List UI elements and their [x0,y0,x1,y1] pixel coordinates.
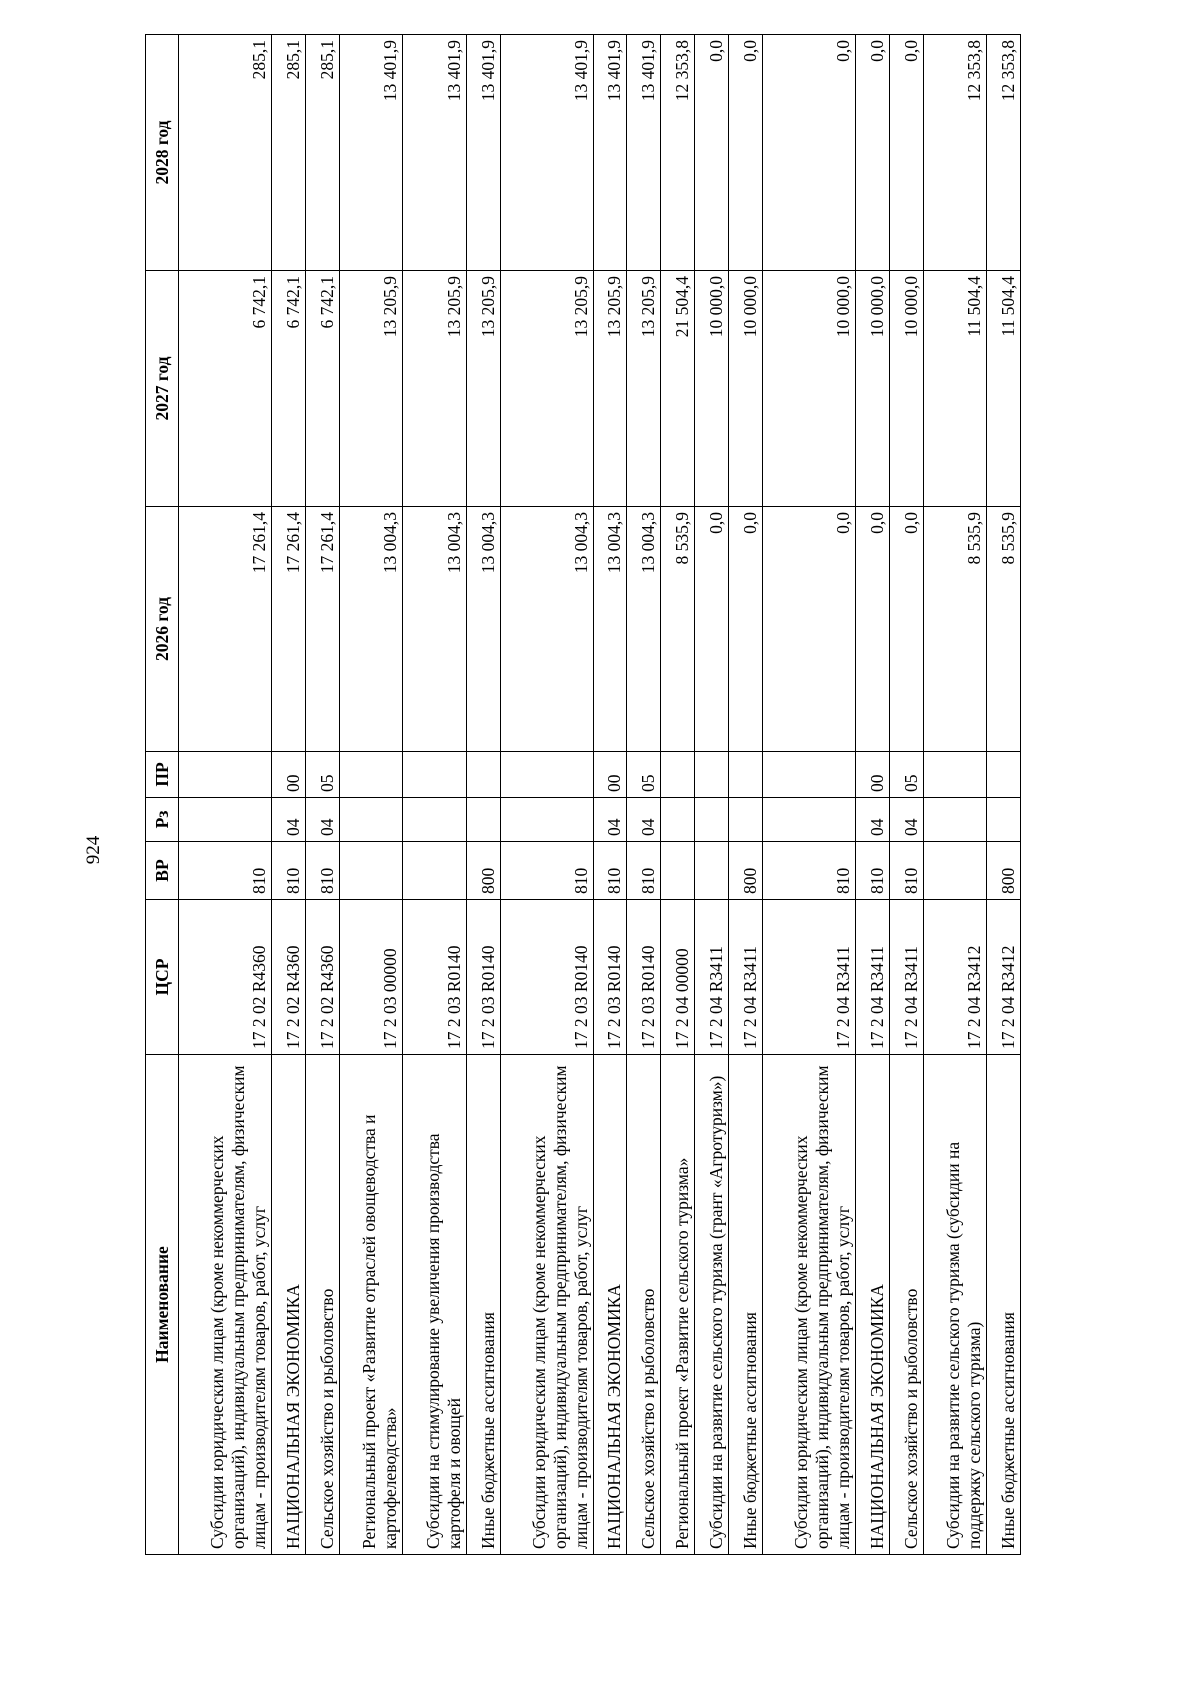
cell-csr: 17 2 02 R4360 [179,900,272,1055]
cell-csr: 17 2 03 R0140 [466,900,500,1055]
table-row [272,35,306,1555]
cell-rz [339,798,402,842]
cell-name: Субсидии на развитие сельского туризма (субсидии на поддержку сельского туризма) [923,1055,986,1555]
cell-y2026: 13 004,3 [627,507,661,752]
cell-y2028: 12 353,8 [923,35,986,271]
cell-vr: 810 [305,842,339,900]
cell-y2026: 13 004,3 [593,507,627,752]
cell-name: Сельское хозяйство и рыболовство [627,1055,661,1555]
cell-csr: 17 2 03 00000 [339,900,402,1055]
table-row [179,35,272,1555]
cell-name: Сельское хозяйство и рыболовство [889,1055,923,1555]
table-row [987,35,1021,1555]
cell-name: Региональный проект «Развитие сельского туризма» [661,1055,695,1555]
cell-rz [403,798,466,842]
cell-vr [695,842,729,900]
cell-name: Субсидии юридическим лицам (кроме некоммерческих организаций), индивидуальным предпринимателям, физическим лицам - производителям товаров, работ, услуг [762,1055,855,1555]
cell-rz: 04 [272,798,306,842]
table-row [923,35,986,1555]
cell-pr [695,752,729,798]
table-row [762,35,855,1555]
cell-y2027: 10 000,0 [695,271,729,507]
cell-csr: 17 2 03 R0140 [403,900,466,1055]
cell-y2026: 0,0 [728,507,762,752]
cell-rz [695,798,729,842]
table-row [466,35,500,1555]
table-row [339,35,402,1555]
cell-rz: 04 [889,798,923,842]
cell-pr: 00 [593,752,627,798]
cell-y2026: 8 535,9 [987,507,1021,752]
cell-vr: 800 [466,842,500,900]
cell-y2026: 13 004,3 [466,507,500,752]
cell-y2026: 17 261,4 [179,507,272,752]
table-row [889,35,923,1555]
cell-y2027: 21 504,4 [661,271,695,507]
cell-y2027: 10 000,0 [889,271,923,507]
cell-csr: 17 2 04 R3412 [987,900,1021,1055]
header-name: Наименование [146,1055,179,1555]
table-header-row [146,35,179,1555]
cell-y2026: 17 261,4 [272,507,306,752]
cell-y2027: 10 000,0 [728,271,762,507]
cell-rz: 04 [627,798,661,842]
cell-name: НАЦИОНАЛЬНАЯ ЭКОНОМИКА [593,1055,627,1555]
cell-y2028: 0,0 [889,35,923,271]
cell-y2028: 0,0 [762,35,855,271]
cell-csr: 17 2 04 R3412 [923,900,986,1055]
budget-table [145,34,1021,1555]
table-row [855,35,889,1555]
cell-y2026: 0,0 [855,507,889,752]
cell-y2028: 13 401,9 [339,35,402,271]
cell-pr [466,752,500,798]
cell-y2026: 8 535,9 [923,507,986,752]
cell-rz [987,798,1021,842]
cell-y2027: 13 205,9 [593,271,627,507]
table-body [179,35,1021,1555]
cell-name: НАЦИОНАЛЬНАЯ ЭКОНОМИКА [272,1055,306,1555]
cell-vr [339,842,402,900]
header-vr: ВР [146,842,179,900]
cell-vr: 810 [889,842,923,900]
cell-csr: 17 2 04 R3411 [695,900,729,1055]
cell-vr: 800 [728,842,762,900]
table-row [728,35,762,1555]
cell-csr: 17 2 03 R0140 [593,900,627,1055]
cell-vr: 810 [500,842,593,900]
cell-name: Иные бюджетные ассигнования [987,1055,1021,1555]
header-2026: 2026 год [146,507,179,752]
cell-rz [179,798,272,842]
cell-csr: 17 2 03 R0140 [627,900,661,1055]
cell-pr: 05 [627,752,661,798]
cell-csr: 17 2 04 R3411 [762,900,855,1055]
cell-rz [923,798,986,842]
cell-y2026: 8 535,9 [661,507,695,752]
cell-csr: 17 2 04 R3411 [855,900,889,1055]
cell-vr: 810 [762,842,855,900]
cell-vr [923,842,986,900]
cell-y2027: 13 205,9 [500,271,593,507]
cell-y2028: 0,0 [855,35,889,271]
cell-y2026: 0,0 [695,507,729,752]
cell-y2028: 12 353,8 [661,35,695,271]
table-row [593,35,627,1555]
cell-y2027: 6 742,1 [272,271,306,507]
cell-pr: 05 [889,752,923,798]
cell-name: НАЦИОНАЛЬНАЯ ЭКОНОМИКА [855,1055,889,1555]
cell-csr: 17 2 02 R4360 [305,900,339,1055]
cell-vr: 810 [855,842,889,900]
cell-y2027: 10 000,0 [762,271,855,507]
cell-pr [339,752,402,798]
cell-pr [179,752,272,798]
header-2028: 2028 год [146,35,179,271]
cell-pr [762,752,855,798]
cell-name: Сельское хозяйство и рыболовство [305,1055,339,1555]
cell-csr: 17 2 04 R3411 [728,900,762,1055]
cell-y2028: 285,1 [272,35,306,271]
cell-y2026: 13 004,3 [500,507,593,752]
cell-y2027: 13 205,9 [339,271,402,507]
cell-y2027: 11 504,4 [987,271,1021,507]
cell-csr: 17 2 04 R3411 [889,900,923,1055]
cell-name: Субсидии юридическим лицам (кроме некоммерческих организаций), индивидуальным предпринимателям, физическим лицам - производителям товаров, работ, услуг [179,1055,272,1555]
cell-y2026: 0,0 [762,507,855,752]
cell-y2028: 12 353,8 [987,35,1021,271]
cell-vr: 800 [987,842,1021,900]
table-row [661,35,695,1555]
cell-rz [466,798,500,842]
cell-pr [403,752,466,798]
cell-y2027: 13 205,9 [403,271,466,507]
cell-name: Субсидии на развитие сельского туризма (грант «Агротуризм») [695,1055,729,1555]
cell-pr [500,752,593,798]
cell-vr: 810 [627,842,661,900]
cell-y2028: 0,0 [695,35,729,271]
table-row [403,35,466,1555]
cell-y2026: 0,0 [889,507,923,752]
cell-vr: 810 [272,842,306,900]
cell-y2026: 13 004,3 [339,507,402,752]
cell-csr: 17 2 04 00000 [661,900,695,1055]
cell-csr: 17 2 03 R0140 [500,900,593,1055]
cell-y2027: 10 000,0 [855,271,889,507]
page-number: 924 [83,835,104,865]
rotated-table-container [145,35,1021,1555]
cell-name: Иные бюджетные ассигнования [466,1055,500,1555]
cell-rz: 04 [305,798,339,842]
cell-y2028: 13 401,9 [500,35,593,271]
cell-vr: 810 [593,842,627,900]
cell-name: Иные бюджетные ассигнования [728,1055,762,1555]
cell-rz [500,798,593,842]
cell-y2028: 13 401,9 [403,35,466,271]
cell-rz: 04 [855,798,889,842]
cell-vr [661,842,695,900]
cell-name: Субсидии на стимулирование увеличения производства картофеля и овощей [403,1055,466,1555]
cell-rz [762,798,855,842]
cell-y2026: 13 004,3 [403,507,466,752]
cell-y2028: 285,1 [305,35,339,271]
cell-pr [661,752,695,798]
header-rz: Рз [146,798,179,842]
cell-y2028: 13 401,9 [466,35,500,271]
cell-y2028: 285,1 [179,35,272,271]
cell-rz [728,798,762,842]
cell-y2027: 13 205,9 [466,271,500,507]
cell-y2028: 13 401,9 [593,35,627,271]
table-row [305,35,339,1555]
cell-y2027: 6 742,1 [305,271,339,507]
header-csr: ЦСР [146,900,179,1055]
header-pr: ПР [146,752,179,798]
cell-pr [923,752,986,798]
cell-name: Субсидии юридическим лицам (кроме некоммерческих организаций), индивидуальным предпринимателям, физическим лицам - производителям товаров, работ, услуг [500,1055,593,1555]
cell-vr [403,842,466,900]
cell-y2027: 6 742,1 [179,271,272,507]
cell-rz: 04 [593,798,627,842]
cell-y2027: 13 205,9 [627,271,661,507]
table-row [500,35,593,1555]
cell-rz [661,798,695,842]
header-2027: 2027 год [146,271,179,507]
cell-pr: 00 [855,752,889,798]
cell-y2028: 13 401,9 [627,35,661,271]
cell-y2027: 11 504,4 [923,271,986,507]
cell-csr: 17 2 02 R4360 [272,900,306,1055]
cell-pr: 05 [305,752,339,798]
cell-pr [728,752,762,798]
cell-pr: 00 [272,752,306,798]
cell-vr: 810 [179,842,272,900]
cell-name: Региональный проект «Развитие отраслей овощеводства и картофелеводства» [339,1055,402,1555]
table-row [695,35,729,1555]
cell-y2026: 17 261,4 [305,507,339,752]
cell-pr [987,752,1021,798]
table-row [627,35,661,1555]
cell-y2028: 0,0 [728,35,762,271]
